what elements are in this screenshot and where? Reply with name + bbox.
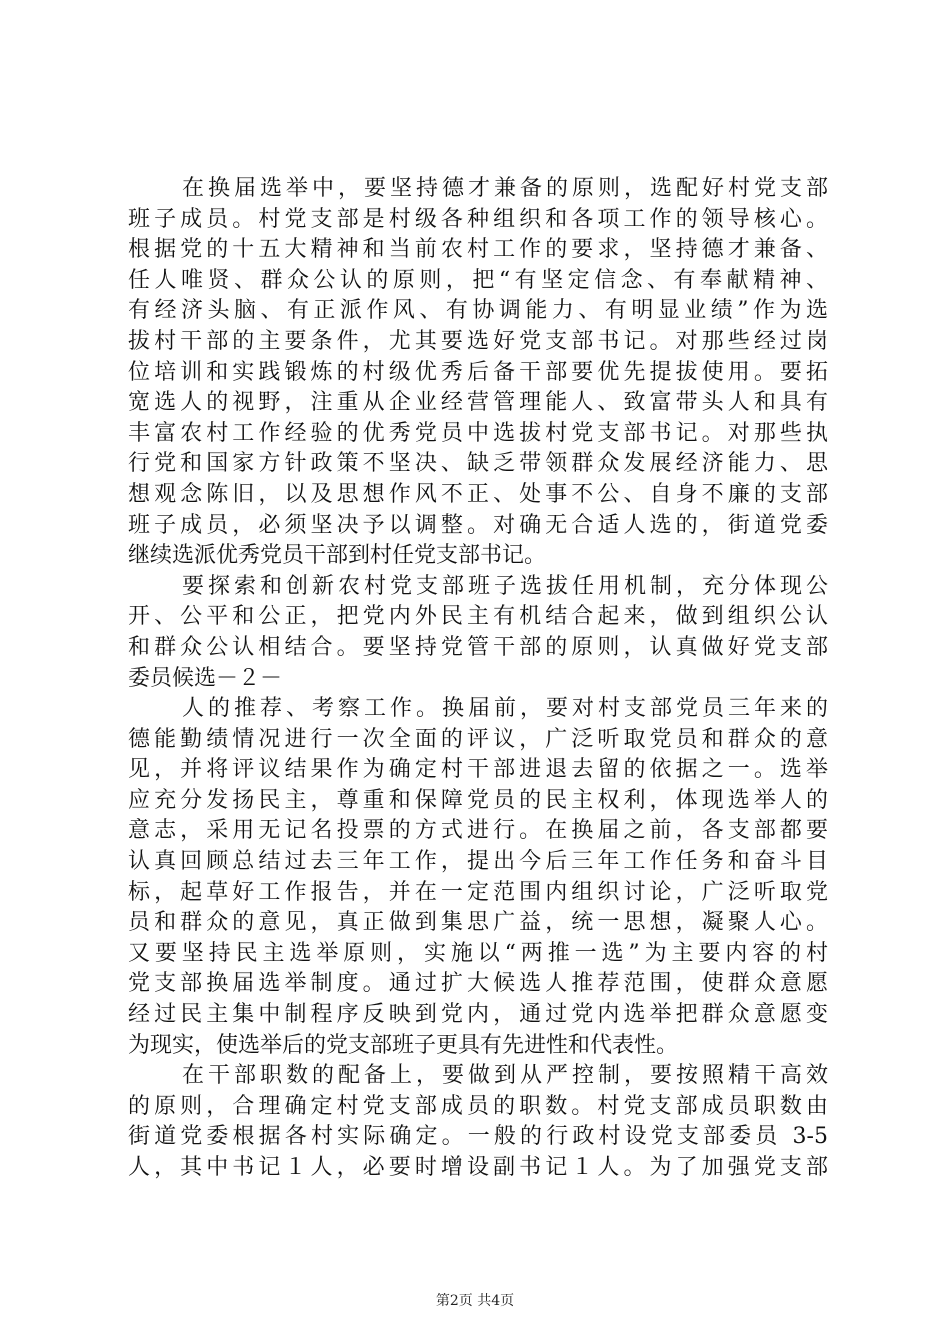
- text-line: 德能勤绩情况进行一次全面的评议，广泛听取党员和群众的意: [128, 726, 828, 752]
- text-line: 和群众公认相结合。要坚持党管干部的原则，认真做好党支部: [128, 634, 828, 660]
- text-line: 位培训和实践锻炼的村级优秀后备干部要优先提拔使用。要拓: [128, 359, 828, 385]
- text-line: 应充分发扬民主，尊重和保障党员的民主权利，体现选举人的: [128, 787, 828, 813]
- text-line: 认真回顾总结过去三年工作，提出今后三年工作任务和奋斗目: [128, 849, 828, 875]
- text-line: 行党和国家方针政策不坚决、缺乏带领群众发展经济能力、思: [128, 451, 828, 477]
- text-line: 要探索和创新农村党支部班子选拔任用机制，充分体现公: [182, 573, 828, 599]
- text-line: 班子成员，必须坚决予以调整。对确无合适人选的，街道党委: [128, 512, 828, 538]
- text-line: 开、公平和公正，把党内外民主有机结合起来，做到组织公认: [128, 604, 828, 630]
- text-line: 标，起草好工作报告，并在一定范围内组织讨论，广泛听取党: [128, 879, 828, 905]
- text-line: 拔村干部的主要条件，尤其要选好党支部书记。对那些经过岗: [128, 328, 828, 354]
- text-line: 党支部换届选举制度。通过扩大候选人推荐范围，使群众意愿: [128, 971, 828, 997]
- paragraph-1: [128, 174, 828, 572]
- text-line: 班子成员。村党支部是村级各种组织和各项工作的领导核心。: [128, 206, 828, 232]
- page-number-footer: 第2页 共4页: [435, 1293, 515, 1309]
- paragraph-4: [128, 1061, 828, 1183]
- text-line: 意志，采用无记名投票的方式进行。在换届之前，各支部都要: [128, 818, 828, 844]
- text-line: 经过民主集中制程序反映到党内，通过党内选举把群众意愿变: [128, 1002, 828, 1028]
- text-line: 又要坚持民主选举原则，实施以“两推一选”为主要内容的村: [128, 940, 828, 966]
- text-line: 见，并将评议结果作为确定村干部进退去留的依据之一。选举: [128, 757, 828, 783]
- text-line: 想观念陈旧，以及思想作风不正、处事不公、自身不廉的支部: [128, 481, 828, 507]
- text-line: 为现实，使选举后的党支部班子更具有先进性和代表性。: [128, 1032, 679, 1058]
- text-line: 在干部职数的配备上，要做到从严控制，要按照精干高效: [182, 1063, 828, 1089]
- paragraph-2: [128, 572, 828, 694]
- text-line: 员和群众的意见，真正做到集思广益，统一思想，凝聚人心。: [128, 910, 828, 936]
- text-line: 根据党的十五大精神和当前农村工作的要求，坚持德才兼备、: [128, 237, 828, 263]
- text-line: 丰富农村工作经验的优秀党员中选拔村党支部书记。对那些执: [128, 420, 828, 446]
- text-line: 的原则，合理确定村党支部成员的职数。村党支部成员职数由: [128, 1093, 828, 1119]
- text-line: 人的推荐、考察工作。换届前，要对村支部党员三年来的: [182, 696, 828, 722]
- text-line: 人，其中书记１人，必要时增设副书记１人。为了加强党支部: [128, 1155, 828, 1180]
- text-line: 委员候选－２－: [128, 665, 283, 691]
- document-body: [128, 174, 828, 1184]
- text-line: 街道党委根据各村实际确定。一般的行政村设党支部委员 3-5: [128, 1124, 828, 1150]
- text-line: 继续选派优秀党员干部到村任党支部书记。: [128, 543, 547, 569]
- text-line: 在换届选举中，要坚持德才兼备的原则，选配好村党支部: [182, 176, 828, 201]
- text-line: 任人唯贤、群众公认的原则，把“有坚定信念、有奉献精神、: [128, 267, 828, 293]
- paragraph-3: [128, 694, 828, 1061]
- text-line: 宽选人的视野，注重从企业经营管理能人、致富带头人和具有: [128, 390, 828, 416]
- text-line: 有经济头脑、有正派作风、有协调能力、有明显业绩”作为选: [128, 298, 828, 324]
